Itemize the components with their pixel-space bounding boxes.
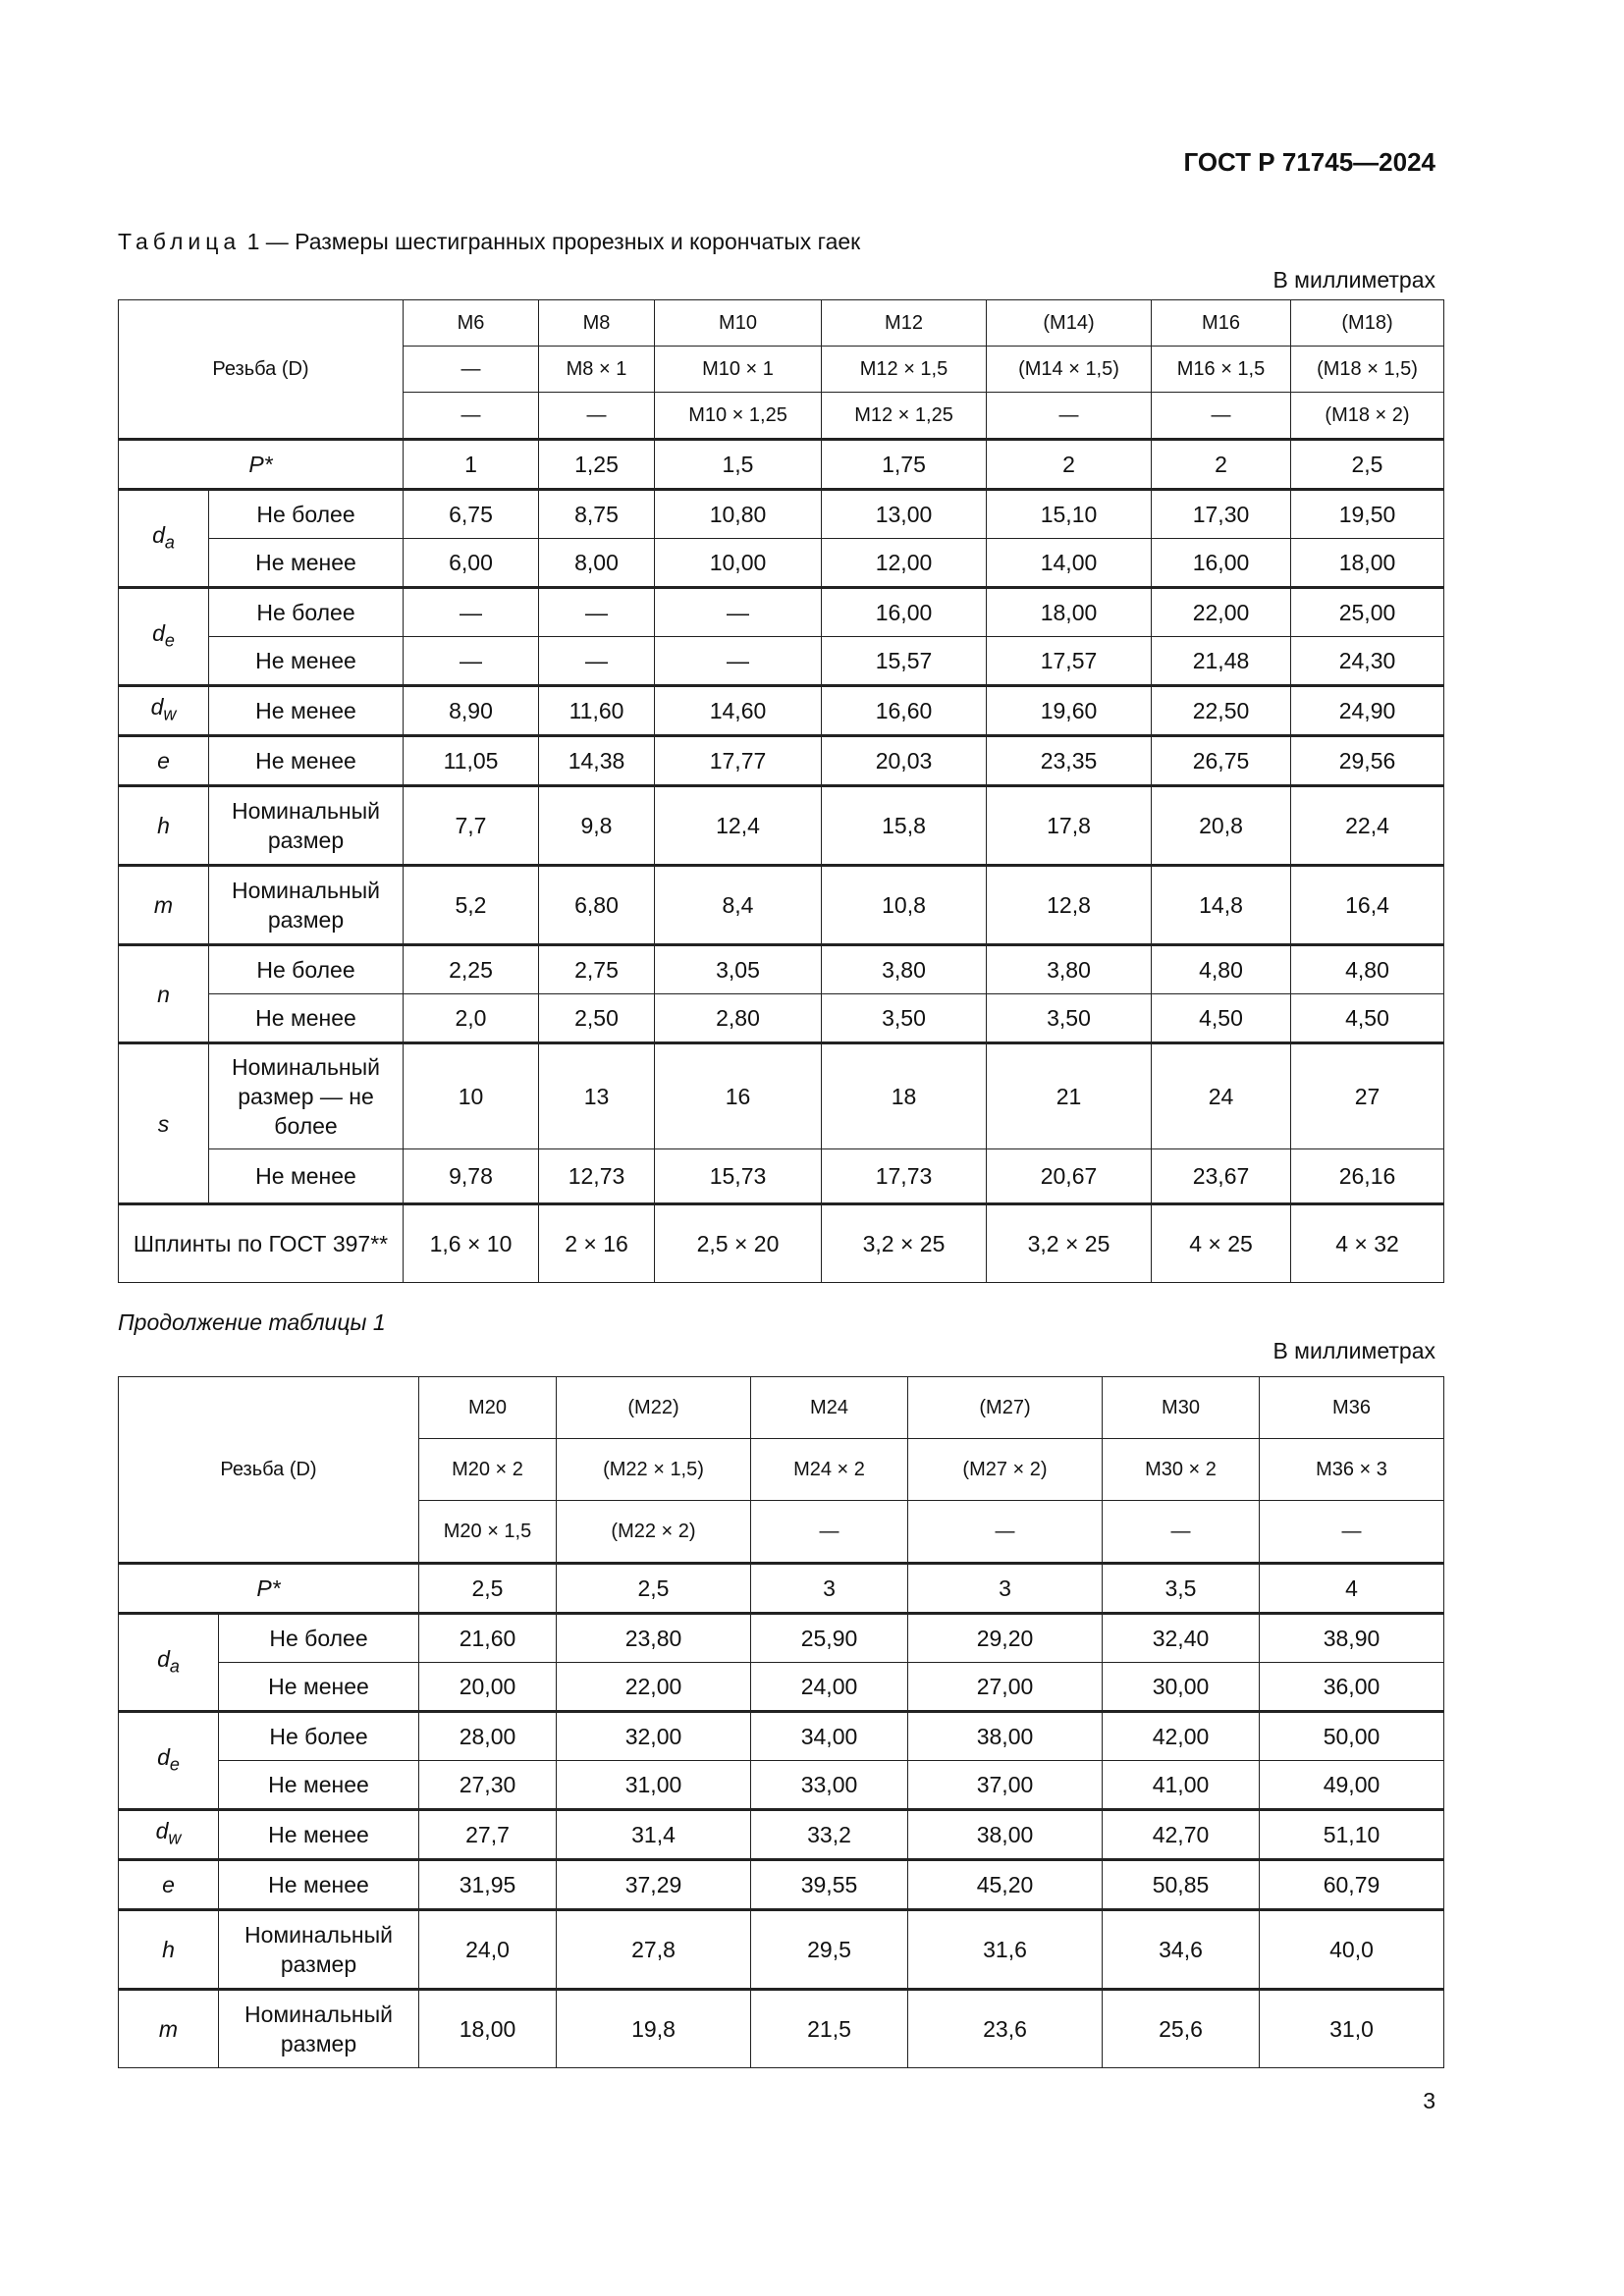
table1-title — [118, 229, 860, 255]
param-m-cell: 12,8 — [987, 866, 1152, 945]
param-s-max-cell: 10 — [404, 1043, 539, 1149]
param-s-min-cell: 23,67 — [1152, 1149, 1291, 1204]
thread-cell: — — [1152, 393, 1291, 440]
table1-continuation-title: Продолжение таблицы 1 — [118, 1309, 386, 1335]
param-e-cell: 31,95 — [419, 1860, 557, 1910]
param-da-max-cell: 6,75 — [404, 490, 539, 539]
thread-cell: (M27 × 2) — [908, 1439, 1103, 1501]
param-da-letter: d — [157, 1645, 170, 1672]
param-s-min-cell: 9,78 — [404, 1149, 539, 1204]
param-n-min-row — [119, 994, 1444, 1043]
param-de-min-cell: 49,00 — [1260, 1761, 1444, 1810]
param-n-min-cell: 3,50 — [822, 994, 987, 1043]
param-e-cell: 37,29 — [557, 1860, 751, 1910]
page-number: 3 — [1423, 2088, 1435, 2113]
param-de-max-cell: 28,00 — [419, 1712, 557, 1761]
thread-cell: (M14) — [987, 300, 1152, 347]
param-de-min-cell: 33,00 — [751, 1761, 908, 1810]
param-m-cell: 5,2 — [404, 866, 539, 945]
pins-label: Шплинты по ГОСТ 397** — [119, 1204, 404, 1283]
pitch-cell: 1 — [404, 440, 539, 490]
param-s-min-cell: 12,73 — [539, 1149, 655, 1204]
param-dw-row — [119, 686, 1444, 736]
table1-units: В миллиметрах — [1272, 267, 1435, 293]
pitch-cell: 2,5 — [1291, 440, 1444, 490]
param-h-cell: 17,8 — [987, 786, 1152, 866]
param-m-row — [119, 1990, 1444, 2068]
param-de-min-cell: 15,57 — [822, 637, 987, 686]
param-de-letter: d — [152, 619, 165, 646]
param-n-min-cell: 2,0 — [404, 994, 539, 1043]
param-dw-cell: 16,60 — [822, 686, 987, 736]
param-h-cell: 40,0 — [1260, 1910, 1444, 1990]
param-s-min-label: Не менее — [209, 1149, 404, 1204]
param-da-max-cell: 10,80 — [655, 490, 822, 539]
thread-cell: — — [404, 393, 539, 440]
param-de-symbol — [119, 588, 209, 686]
thread-cell: M30 × 2 — [1103, 1439, 1260, 1501]
param-dw-cell: 42,70 — [1103, 1810, 1260, 1860]
pitch-cell: 1,25 — [539, 440, 655, 490]
param-dw-symbol — [119, 686, 209, 736]
param-h-cell: 31,6 — [908, 1910, 1103, 1990]
param-da-max-cell: 32,40 — [1103, 1614, 1260, 1663]
pitch-label: P* — [119, 1564, 419, 1614]
thread-label: Резьба (D) — [119, 1377, 419, 1564]
param-n-max-row — [119, 945, 1444, 994]
thread-cell: (M18 × 2) — [1291, 393, 1444, 440]
param-h-letter: h — [162, 1937, 175, 1962]
param-da-max-cell: 8,75 — [539, 490, 655, 539]
param-h-row — [119, 786, 1444, 866]
param-dw-cell: 24,90 — [1291, 686, 1444, 736]
param-s-min-row — [119, 1149, 1444, 1204]
param-h-cell: 24,0 — [419, 1910, 557, 1990]
param-h-cell: 34,6 — [1103, 1910, 1260, 1990]
param-m-cell: 14,8 — [1152, 866, 1291, 945]
param-dw-cell: 22,50 — [1152, 686, 1291, 736]
param-s-min-cell: 17,73 — [822, 1149, 987, 1204]
table1-continuation — [118, 1376, 1444, 2068]
param-e-cell: 26,75 — [1152, 736, 1291, 786]
param-e-cell: 29,56 — [1291, 736, 1444, 786]
param-da-max-row — [119, 490, 1444, 539]
param-dw-cell: 8,90 — [404, 686, 539, 736]
param-dw-cell: 19,60 — [987, 686, 1152, 736]
param-de-symbol — [119, 1712, 219, 1810]
param-n-max-label: Не более — [209, 945, 404, 994]
param-n-min-cell: 4,50 — [1152, 994, 1291, 1043]
thread-label: Резьба (D) — [119, 300, 404, 440]
param-de-subscript: e — [164, 630, 175, 651]
param-de-min-cell: 31,00 — [557, 1761, 751, 1810]
param-e-cell: 39,55 — [751, 1860, 908, 1910]
param-da-min-row — [119, 1663, 1444, 1712]
thread-cell: M8 — [539, 300, 655, 347]
param-e-letter: e — [157, 748, 170, 774]
param-h-symbol — [119, 786, 209, 866]
param-n-max-cell: 3,80 — [822, 945, 987, 994]
param-de-min-label: Не менее — [209, 637, 404, 686]
pitch-row — [119, 1564, 1444, 1614]
param-da-max-cell: 25,90 — [751, 1614, 908, 1663]
pins-cell: 3,2 × 25 — [987, 1204, 1152, 1283]
param-m-cell: 25,6 — [1103, 1990, 1260, 2068]
param-de-subscript: e — [169, 1754, 180, 1775]
param-da-min-cell: 30,00 — [1103, 1663, 1260, 1712]
pitch-cell: 2,5 — [557, 1564, 751, 1614]
param-s-letter: s — [157, 1110, 170, 1137]
param-e-cell: 17,77 — [655, 736, 822, 786]
param-e-cell: 23,35 — [987, 736, 1152, 786]
pitch-row — [119, 440, 1444, 490]
param-h-cell: 9,8 — [539, 786, 655, 866]
thread-cell: M30 — [1103, 1377, 1260, 1439]
param-de-min-cell: 21,48 — [1152, 637, 1291, 686]
document-code: ГОСТ Р 71745—2024 — [1183, 147, 1435, 177]
param-de-max-cell: 16,00 — [822, 588, 987, 637]
pitch-cell: 2 — [987, 440, 1152, 490]
param-s-max-cell: 24 — [1152, 1043, 1291, 1149]
param-n-max-cell: 4,80 — [1152, 945, 1291, 994]
thread-cell: (M14 × 1,5) — [987, 347, 1152, 393]
param-dw-cell: 27,7 — [419, 1810, 557, 1860]
param-de-max-cell: 25,00 — [1291, 588, 1444, 637]
thread-cell: — — [1260, 1501, 1444, 1564]
pitch-cell: 3 — [908, 1564, 1103, 1614]
param-n-max-cell: 2,75 — [539, 945, 655, 994]
pins-cell: 3,2 × 25 — [822, 1204, 987, 1283]
pitch-cell: 1,75 — [822, 440, 987, 490]
thread-cell: M20 — [419, 1377, 557, 1439]
param-s-max-cell: 18 — [822, 1043, 987, 1149]
param-da-min-cell: 22,00 — [557, 1663, 751, 1712]
param-n-symbol — [119, 945, 209, 1043]
param-de-max-cell: 22,00 — [1152, 588, 1291, 637]
thread-cell: — — [908, 1501, 1103, 1564]
param-m-cell: 23,6 — [908, 1990, 1103, 2068]
param-dw-subscript: w — [163, 704, 177, 724]
param-da-max-cell: 29,20 — [908, 1614, 1103, 1663]
param-da-min-cell: 6,00 — [404, 539, 539, 588]
param-dw-letter: d — [150, 694, 164, 721]
param-h-label: Номинальный размер — [209, 786, 404, 866]
param-m-cell: 16,4 — [1291, 866, 1444, 945]
param-s-max-label: Номинальный размер — не более — [209, 1043, 404, 1149]
pins-cell: 1,6 × 10 — [404, 1204, 539, 1283]
param-n-max-cell: 3,80 — [987, 945, 1152, 994]
param-e-cell: 20,03 — [822, 736, 987, 786]
param-m-label: Номинальный размер — [219, 1990, 419, 2068]
param-s-symbol — [119, 1043, 209, 1204]
table2-units: В миллиметрах — [1272, 1338, 1435, 1363]
param-e-letter: e — [162, 1872, 175, 1897]
param-e-cell: 14,38 — [539, 736, 655, 786]
param-h-cell: 20,8 — [1152, 786, 1291, 866]
param-da-max-cell: 38,90 — [1260, 1614, 1444, 1663]
thread-cell: — — [1103, 1501, 1260, 1564]
param-dw-cell: 51,10 — [1260, 1810, 1444, 1860]
param-dw-cell: 31,4 — [557, 1810, 751, 1860]
param-de-min-cell: — — [539, 637, 655, 686]
pins-cell: 2 × 16 — [539, 1204, 655, 1283]
param-da-max-label: Не более — [219, 1614, 419, 1663]
param-de-max-row — [119, 588, 1444, 637]
param-s-max-cell: 21 — [987, 1043, 1152, 1149]
param-m-symbol — [119, 1990, 219, 2068]
param-de-min-cell: — — [404, 637, 539, 686]
param-da-subscript: a — [169, 1656, 180, 1677]
table1-title-text: 1 — Размеры шестигранных прорезных и корончатых гаек — [241, 229, 861, 254]
param-dw-cell: 14,60 — [655, 686, 822, 736]
pins-cell: 4 × 32 — [1291, 1204, 1444, 1283]
param-de-min-cell: 27,30 — [419, 1761, 557, 1810]
param-n-min-cell: 2,80 — [655, 994, 822, 1043]
param-e-row — [119, 1860, 1444, 1910]
param-n-min-cell: 2,50 — [539, 994, 655, 1043]
param-m-cell: 18,00 — [419, 1990, 557, 2068]
param-de-min-label: Не менее — [219, 1761, 419, 1810]
param-dw-cell: 38,00 — [908, 1810, 1103, 1860]
pitch-cell: 2 — [1152, 440, 1291, 490]
param-s-min-cell: 26,16 — [1291, 1149, 1444, 1204]
param-da-max-cell: 13,00 — [822, 490, 987, 539]
param-de-min-cell: — — [655, 637, 822, 686]
param-e-label: Не менее — [209, 736, 404, 786]
thread-cell: M24 × 2 — [751, 1439, 908, 1501]
param-m-cell: 31,0 — [1260, 1990, 1444, 2068]
param-n-max-cell: 3,05 — [655, 945, 822, 994]
pitch-cell: 3 — [751, 1564, 908, 1614]
thread-cell: (M22) — [557, 1377, 751, 1439]
pins-cell: 2,5 × 20 — [655, 1204, 822, 1283]
param-dw-row — [119, 1810, 1444, 1860]
param-da-max-cell: 15,10 — [987, 490, 1152, 539]
param-da-min-cell: 27,00 — [908, 1663, 1103, 1712]
param-e-row — [119, 736, 1444, 786]
thread-cell: (M22 × 1,5) — [557, 1439, 751, 1501]
thread-cell: (M22 × 2) — [557, 1501, 751, 1564]
param-da-max-cell: 23,80 — [557, 1614, 751, 1663]
param-da-min-cell: 16,00 — [1152, 539, 1291, 588]
param-n-letter: n — [157, 981, 170, 1007]
param-de-min-cell: 37,00 — [908, 1761, 1103, 1810]
thread-cell: — — [987, 393, 1152, 440]
param-da-min-row — [119, 539, 1444, 588]
thread-cell: M12 × 1,25 — [822, 393, 987, 440]
thread-cell: — — [751, 1501, 908, 1564]
thread-cell: M12 × 1,5 — [822, 347, 987, 393]
param-pins-row — [119, 1204, 1444, 1283]
thread-cell: — — [539, 393, 655, 440]
param-m-label: Номинальный размер — [209, 866, 404, 945]
thread-cell: (M18 × 1,5) — [1291, 347, 1444, 393]
param-de-min-cell: 41,00 — [1103, 1761, 1260, 1810]
param-m-symbol — [119, 866, 209, 945]
param-dw-label: Не менее — [219, 1810, 419, 1860]
param-n-min-cell: 3,50 — [987, 994, 1152, 1043]
param-de-max-cell: — — [539, 588, 655, 637]
param-dw-letter: d — [155, 1818, 169, 1844]
param-da-symbol — [119, 1614, 219, 1712]
param-de-letter: d — [157, 1743, 170, 1770]
param-s-min-cell: 20,67 — [987, 1149, 1152, 1204]
thread-cell: M16 × 1,5 — [1152, 347, 1291, 393]
param-de-max-cell: 50,00 — [1260, 1712, 1444, 1761]
param-da-max-row — [119, 1614, 1444, 1663]
thread-row — [119, 1377, 1444, 1439]
param-de-max-cell: — — [655, 588, 822, 637]
param-da-min-cell: 20,00 — [419, 1663, 557, 1712]
param-de-min-cell: 17,57 — [987, 637, 1152, 686]
thread-cell: M10 × 1,25 — [655, 393, 822, 440]
param-m-cell: 6,80 — [539, 866, 655, 945]
param-da-min-cell: 18,00 — [1291, 539, 1444, 588]
param-da-min-cell: 10,00 — [655, 539, 822, 588]
param-dw-subscript: w — [168, 1828, 182, 1848]
param-da-subscript: a — [164, 532, 175, 553]
param-de-max-row — [119, 1712, 1444, 1761]
param-n-max-cell: 2,25 — [404, 945, 539, 994]
param-da-min-cell: 14,00 — [987, 539, 1152, 588]
param-m-cell: 19,8 — [557, 1990, 751, 2068]
param-h-cell: 27,8 — [557, 1910, 751, 1990]
param-h-letter: h — [157, 813, 170, 838]
thread-cell: (M27) — [908, 1377, 1103, 1439]
param-e-cell: 50,85 — [1103, 1860, 1260, 1910]
param-n-min-cell: 4,50 — [1291, 994, 1444, 1043]
param-m-cell: 21,5 — [751, 1990, 908, 2068]
param-n-max-cell: 4,80 — [1291, 945, 1444, 994]
param-h-symbol — [119, 1910, 219, 1990]
param-e-symbol — [119, 736, 209, 786]
thread-cell: M6 — [404, 300, 539, 347]
param-da-symbol — [119, 490, 209, 588]
thread-cell: M24 — [751, 1377, 908, 1439]
param-m-letter: m — [153, 892, 174, 918]
param-de-min-cell: 24,30 — [1291, 637, 1444, 686]
param-h-cell: 7,7 — [404, 786, 539, 866]
param-dw-label: Не менее — [209, 686, 404, 736]
table1-title-word: Таблица — [118, 229, 242, 254]
thread-cell: M20 × 1,5 — [419, 1501, 557, 1564]
param-m-row — [119, 866, 1444, 945]
param-e-label: Не менее — [219, 1860, 419, 1910]
param-da-min-cell: 12,00 — [822, 539, 987, 588]
thread-cell: M10 × 1 — [655, 347, 822, 393]
pitch-cell: 1,5 — [655, 440, 822, 490]
thread-cell: M36 × 3 — [1260, 1439, 1444, 1501]
thread-cell: M16 — [1152, 300, 1291, 347]
param-da-min-cell: 36,00 — [1260, 1663, 1444, 1712]
param-da-letter: d — [152, 521, 165, 548]
thread-cell: — — [404, 347, 539, 393]
param-e-cell: 45,20 — [908, 1860, 1103, 1910]
pitch-cell: 4 — [1260, 1564, 1444, 1614]
param-m-letter: m — [158, 2016, 179, 2042]
param-de-max-cell: 32,00 — [557, 1712, 751, 1761]
param-e-cell: 11,05 — [404, 736, 539, 786]
param-e-symbol — [119, 1860, 219, 1910]
pitch-label: P* — [119, 440, 404, 490]
pitch-cell: 2,5 — [419, 1564, 557, 1614]
param-s-max-row — [119, 1043, 1444, 1149]
thread-cell: M10 — [655, 300, 822, 347]
param-de-min-row — [119, 637, 1444, 686]
param-da-max-cell: 19,50 — [1291, 490, 1444, 539]
param-de-max-cell: 42,00 — [1103, 1712, 1260, 1761]
param-h-cell: 12,4 — [655, 786, 822, 866]
param-da-max-label: Не более — [209, 490, 404, 539]
param-s-min-cell: 15,73 — [655, 1149, 822, 1204]
param-s-max-cell: 16 — [655, 1043, 822, 1149]
param-de-max-label: Не более — [219, 1712, 419, 1761]
param-da-min-label: Не менее — [219, 1663, 419, 1712]
param-dw-symbol — [119, 1810, 219, 1860]
param-dw-cell: 33,2 — [751, 1810, 908, 1860]
param-e-cell: 60,79 — [1260, 1860, 1444, 1910]
thread-cell: M20 × 2 — [419, 1439, 557, 1501]
param-de-max-cell: 18,00 — [987, 588, 1152, 637]
param-h-row — [119, 1910, 1444, 1990]
param-da-min-cell: 8,00 — [539, 539, 655, 588]
table1 — [118, 299, 1444, 1283]
param-de-min-row — [119, 1761, 1444, 1810]
param-de-max-cell: 34,00 — [751, 1712, 908, 1761]
param-h-cell: 15,8 — [822, 786, 987, 866]
param-da-max-cell: 21,60 — [419, 1614, 557, 1663]
param-s-max-cell: 13 — [539, 1043, 655, 1149]
pitch-cell: 3,5 — [1103, 1564, 1260, 1614]
param-n-min-label: Не менее — [209, 994, 404, 1043]
thread-cell: M36 — [1260, 1377, 1444, 1439]
pins-cell: 4 × 25 — [1152, 1204, 1291, 1283]
param-da-max-cell: 17,30 — [1152, 490, 1291, 539]
param-de-max-label: Не более — [209, 588, 404, 637]
param-m-cell: 10,8 — [822, 866, 987, 945]
thread-cell: M8 × 1 — [539, 347, 655, 393]
param-m-cell: 8,4 — [655, 866, 822, 945]
param-h-cell: 29,5 — [751, 1910, 908, 1990]
param-h-label: Номинальный размер — [219, 1910, 419, 1990]
param-s-max-cell: 27 — [1291, 1043, 1444, 1149]
param-dw-cell: 11,60 — [539, 686, 655, 736]
param-da-min-label: Не менее — [209, 539, 404, 588]
thread-row — [119, 300, 1444, 347]
param-h-cell: 22,4 — [1291, 786, 1444, 866]
thread-cell: (M18) — [1291, 300, 1444, 347]
param-de-max-cell: — — [404, 588, 539, 637]
thread-cell: M12 — [822, 300, 987, 347]
param-da-min-cell: 24,00 — [751, 1663, 908, 1712]
param-de-max-cell: 38,00 — [908, 1712, 1103, 1761]
